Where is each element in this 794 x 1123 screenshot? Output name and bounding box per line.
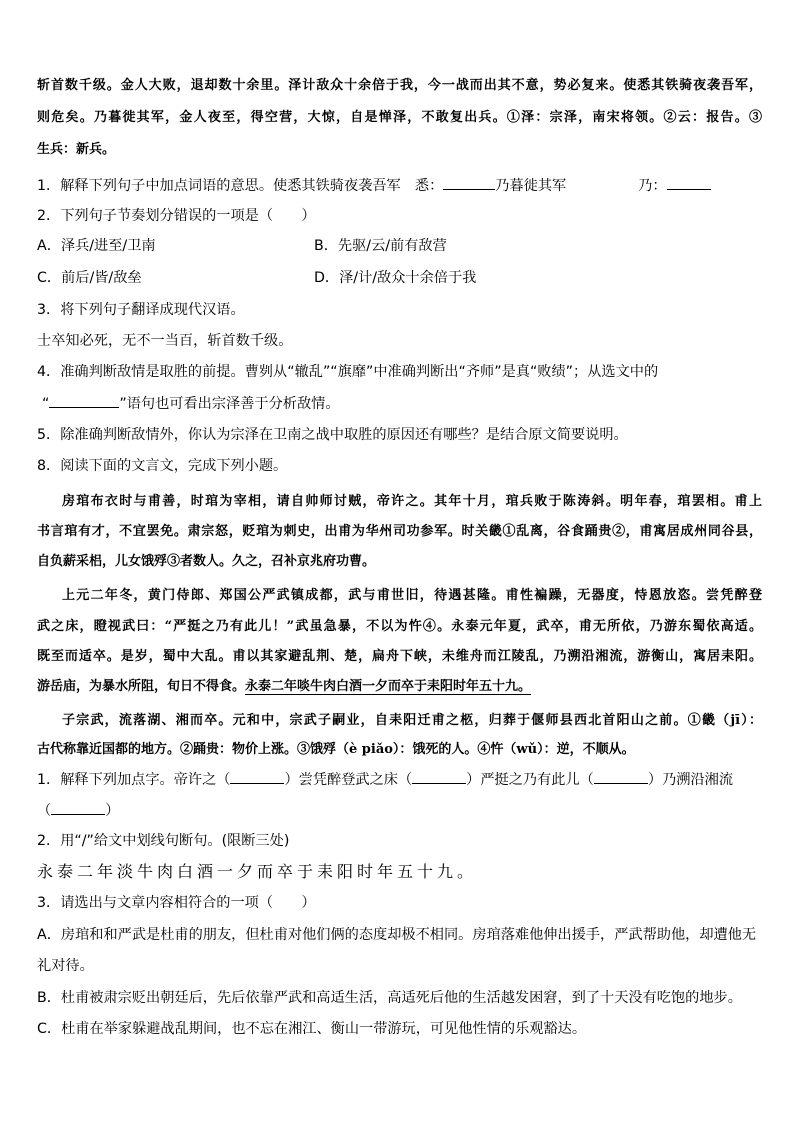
answer-blank[interactable] [230, 769, 284, 784]
subquestion-1-cont: （ ） [37, 800, 119, 821]
passage-line: 子宗武，流落湖、湘而卒。元和中，宗武子嗣业，自耒阳迁甫之柩，归葬于偃师县西北首阳山之前。①畿（jī）： [62, 713, 762, 728]
question-5: 5．除准确判断敌情外，你认为宗泽在卫南之战中取胜的原因还有哪些？是结合原文简要说明。 [37, 427, 628, 443]
underlined-sentence: 永泰二年啖牛肉白酒一夕而卒于耒阳时年五十九。 [245, 679, 532, 694]
option-a-cont: 礼对待。 [37, 958, 94, 974]
passage-line: 生兵：新兵。 [37, 142, 116, 157]
subquestion-1: 1．解释下列加点字。帝许之（ ）尝凭醉登武之床（ ）严挺之乃有此儿（ ）乃溯沿湘流 [37, 769, 733, 790]
answer-blank[interactable] [49, 393, 119, 408]
passage-line: 自负薪采梠，儿女饿殍③者数人。久之，召补京兆府功曹。 [37, 554, 376, 569]
option-c: C．杜甫在举家躲避战乱期间，也不忘在湘江、衡山一带游玩，可见他性情的乐观豁达。 [37, 1021, 587, 1037]
answer-blank[interactable] [443, 175, 495, 190]
subquestion-2-sentence: 永泰二年淡牛肉白酒一夕而卒于耒阳时年五十九。 [37, 862, 478, 881]
answer-blank[interactable] [667, 175, 711, 190]
option-a: A．房琯和和严武是杜甫的朋友，但杜甫对他们俩的态度却极不相同。房琯落难他伸出援手，严武帮助他，却遭他无 [37, 927, 757, 943]
option-c: C．前后/皆/敌垒 [37, 270, 142, 286]
subquestion-3-stem: 3．请选出与文章内容相符合的一项（ ） [37, 895, 316, 911]
question-4-line: “ ”语句也可看出宗泽善于分析敌情。 [37, 393, 340, 414]
option-b: B．先驱/云/前有敌营 [314, 238, 447, 254]
question-3-stem: 3．将下列句子翻译成现代汉语。 [37, 302, 245, 318]
option-b: B．杜甫被肃宗贬出朝廷后，先后依靠严武和高适生活，高适死后他的生活越发困窘，到了十天没有吃饱的地步。 [37, 990, 742, 1006]
question-3-sentence: 士卒知必死，无不一当百，斩首数千级。 [37, 333, 293, 349]
answer-blank[interactable] [51, 800, 105, 815]
passage-line: 房琯布衣时与甫善，时琯为宰相，请自帅师讨贼，帝许之。其年十月，琯兵败于陈涛斜。明年春，琯罢相。甫上 [62, 494, 762, 509]
passage-line: 游岳庙，为暴水所阻，旬日不得食。永泰二年啖牛肉白酒一夕而卒于耒阳时年五十九。 [37, 679, 532, 694]
footnotes-line: 古代称靠近国都的地方。②踊贵：物价上涨。③饿殍（è piǎo）：饿死的人。④忤（wǔ）：逆，不顺从。 [37, 742, 635, 757]
passage-line: 上元二年冬，黄门侍郎、郑国公严武镇成都，武与甫世旧，待遇甚隆。甫性褊躁，无器度，恃恩放恣。尝凭醉登 [62, 588, 762, 603]
section-heading: 8．阅读下面的文言文，完成下列小题。 [37, 458, 288, 474]
passage-line: 既至而适卒。是岁，蜀中大乱。甫以其家避乱荆、楚，扁舟下峡，未维舟而江陵乱，乃溯沿湘流，游衡山，寓居耒阳。 [37, 649, 762, 664]
passage-line: 斩首数千级。金人大败，退却数十余里。泽计敌众十余倍于我，今一战而出其不意，势必复来。使悉其铁骑夜袭吾军， [37, 78, 762, 93]
question-1: 1．解释下列句子中加点词语的意思。使悉其铁骑夜袭吾军 悉： 乃暮徙其军 乃： [37, 175, 711, 196]
question-4-line: 4．准确判断敌情是取胜的前提。曹刿从“辙乱”“旗靡”中准确判断出“齐师”是真“败绩”；从选文中的 [37, 364, 659, 380]
question-2-stem: 2．下列句子节奏划分错误的一项是（ ） [37, 208, 316, 224]
subquestion-2-stem: 2．用“/”给文中划线句断句。(限断三处) [37, 833, 290, 849]
option-d: D．泽/计/敌众十余倍于我 [314, 270, 477, 286]
passage-line: 则危矣。乃暮徙其军，金人夜至，得空营，大惊，自是惮泽，不敢复出兵。①泽：宗泽，南宋将领。②云：报告。③ [37, 110, 762, 125]
passage-line: 武之床，瞪视武曰：“严挺之乃有此儿！”武虽急暴，不以为忤④。永泰元年夏，武卒，甫无所依，乃游东蜀依高适。 [37, 619, 762, 634]
passage-line: 书言琯有才，不宜罢免。肃宗怒，贬琯为刺史，出甫为华州司功参军。时关畿①乱离，谷食踊贵②，甫寓居成州同谷县， [37, 524, 762, 539]
option-a: A．泽兵/进至/卫南 [37, 238, 156, 254]
answer-blank[interactable] [594, 769, 648, 784]
answer-blank[interactable] [412, 769, 466, 784]
